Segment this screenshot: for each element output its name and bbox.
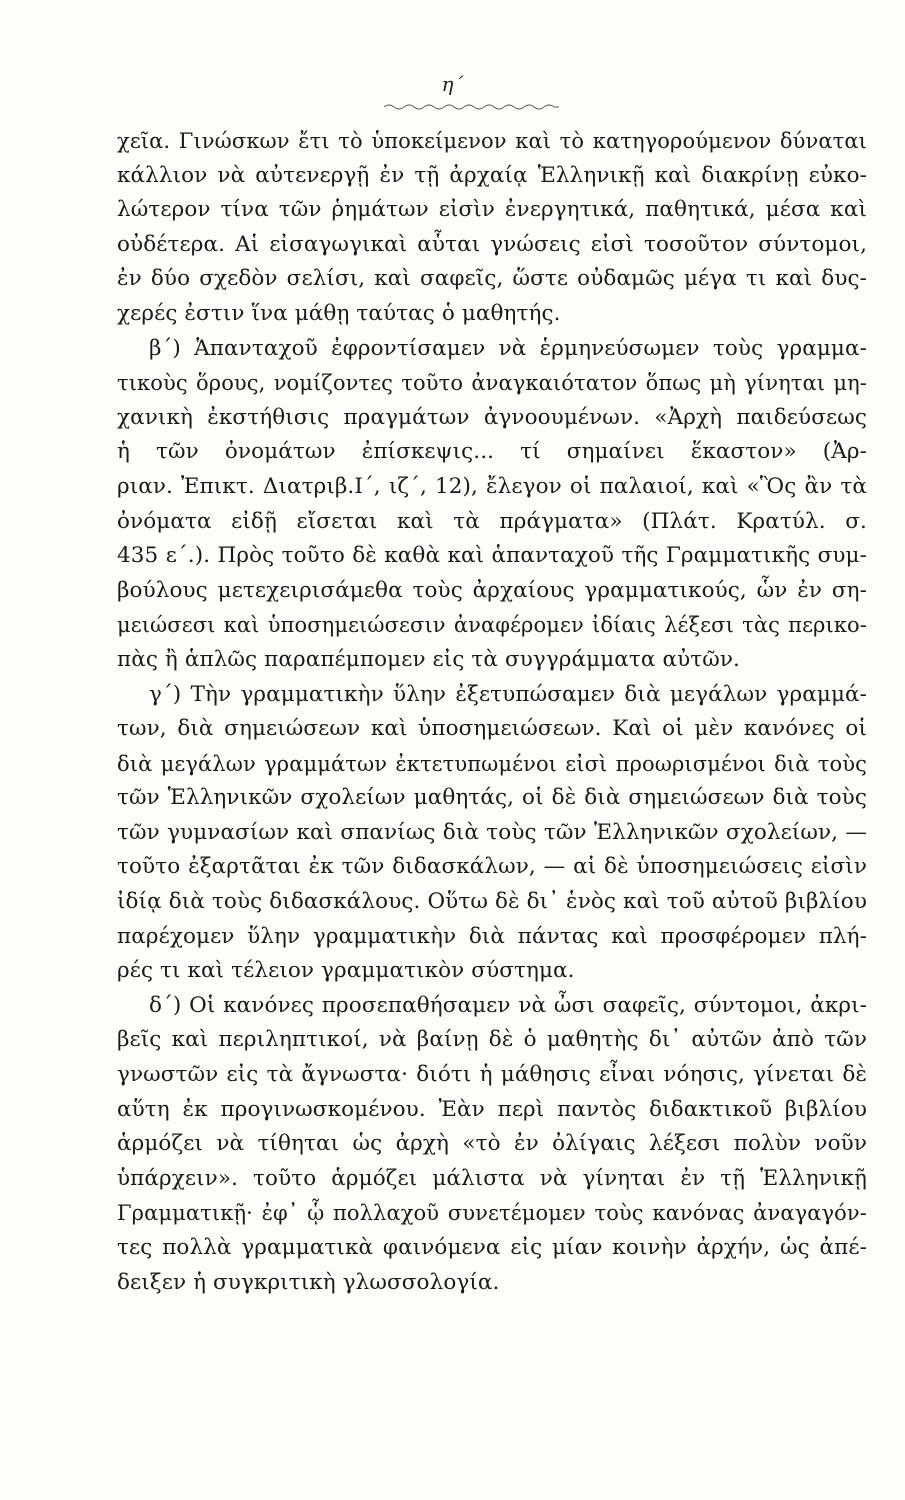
- body-text: [117, 124, 867, 1300]
- text-line: των, διὰ σημειώσεων καὶ ὑποσημειώσεων. Καὶ οἱ μὲν κανόνες οἱ: [117, 716, 867, 742]
- text-line: ἡ τῶν ὀνομάτων ἐπίσκεψις... τί σημαίνει ἕκαστον» (Ἀρ-: [117, 439, 867, 465]
- text-line: ἰδίᾳ διὰ τοὺς διδασκάλους. Οὕτω δὲ δι᾽ ἑνὸς καὶ τοῦ αὐτοῦ βιβλίου: [117, 889, 867, 915]
- text-line: ἁρμόζει νὰ τίθηται ὡς ἀρχὴ «τὸ ἐν ὀλίγαις λέξεσι πολὺν νοῦν: [117, 1131, 867, 1157]
- text-line: μειώσεσι καὶ ὑποσημειώσεσιν ἀναφέρομεν ἰδίαις λέξεσι τὰς περικο-: [117, 613, 867, 638]
- text-line: χεῖα. Γινώσκων ἔτι τὸ ὑποκείμενον καὶ τὸ κατηγορούμενον δύναται: [117, 129, 867, 153]
- text-line: δειξεν ἡ συγκριτικὴ γλωσσολογία.: [117, 1269, 500, 1295]
- text-line: ἐν δύο σχεδὸν σελίσι, καὶ σαφεῖς, ὥστε οὐδαμῶς μέγα τι καὶ δυς-: [117, 266, 867, 292]
- text-line: τῶν γυμνασίων καὶ σπανίως διὰ τοὺς τῶν Ἑλληνικῶν σχολείων, —: [117, 819, 867, 845]
- text-line: χανικὴ ἐκστήθισις πραγμάτων ἀγνοουμένων. «Ἀρχὴ παιδεύσεως: [117, 404, 867, 430]
- text-line: τες πολλὰ γραμματικὰ φαινόμενα εἰς μίαν κοινὴν ἀρχήν, ὡς ἀπέ-: [117, 1235, 867, 1260]
- text-line: διὰ μεγάλων γραμμάτων ἐκτετυπωμένοι εἰσὶ προωρισμένοι διὰ τοὺς: [117, 751, 867, 776]
- text-line: βεῖς καὶ περιληπτικοί, νὰ βαίνῃ δὲ ὁ μαθητὴς δι᾽ αὐτῶν ἀπὸ τῶν: [117, 1027, 867, 1053]
- text-line: κάλλιον νὰ αὐτενεργῇ ἐν τῇ ἀρχαίᾳ Ἑλληνικῇ καὶ διακρίνῃ εὐκο-: [117, 162, 867, 188]
- text-line: τοῦτο ἐξαρτᾶται ἐκ τῶν διδασκάλων, — αἱ δὲ ὑποσημειώσεις εἰσὶν: [117, 854, 867, 880]
- text-line: ρές τι καὶ τέλειον γραμματικὸν σύστημα.: [117, 958, 575, 984]
- text-line: γνωστῶν εἰς τὰ ἄγνωστα· διότι ἡ μάθησις εἶναι νόησις, γίνεται δὲ: [117, 1062, 867, 1088]
- text-line: τῶν Ἑλληνικῶν σχολείων μαθητάς, οἱ δὲ διὰ σημειώσεων διὰ τοὺς: [117, 785, 867, 811]
- text-line: οὐδέτερα. Αἱ εἰσαγωγικαὶ αὗται γνώσεις εἰσὶ τοσοῦτον σύντομοι,: [117, 231, 867, 257]
- text-line: 435 ε΄.). Πρὸς τοῦτο δὲ καθὰ καὶ ἁπανταχοῦ τῆς Γραμματικῆς συμ-: [117, 543, 867, 569]
- text-line: ὑπάρχειν». τοῦτο ἁρμόζει μάλιστα νὰ γίνηται ἐν τῇ Ἑλληνικῇ: [117, 1165, 867, 1191]
- text-line: βούλους μετεχειρισάμεθα τοὺς ἀρχαίους γραμματικούς, ὧν ἐν ση-: [117, 577, 867, 603]
- text-line: β΄) Ἁπανταχοῦ ἐφροντίσαμεν νὰ ἑρμηνεύσωμεν τοὺς γραμμα-: [149, 335, 867, 361]
- text-line: ὀνόματα εἰδῇ εἴσεται καὶ τὰ πράγματα» (Πλάτ. Κρατύλ. σ.: [117, 508, 867, 534]
- page-number: η΄: [441, 72, 464, 96]
- text-line: γ΄) Τὴν γραμματικὴν ὕλην ἐξετυπώσαμεν διὰ μεγάλων γραμμά-: [149, 681, 867, 707]
- text-line: ριαν. Ἐπικτ. Διατριβ.Ι΄, ιζ΄, 12), ἔλεγον οἱ παλαιοί, καὶ «Ὃς ἂν τὰ: [117, 473, 867, 499]
- text-line: παρέχομεν ὕλην γραμματικὴν διὰ πάντας καὶ προσφέρομεν πλή-: [117, 923, 867, 949]
- text-line: λώτερον τίνα τῶν ῥημάτων εἰσὶν ἐνεργητικά, παθητικά, μέσα καὶ: [117, 197, 867, 223]
- text-line: Γραμματικῇ· ἐφ᾽ ᾧ πολλαχοῦ συνετέμομεν τοὺς κανόνας ἀναγαγόν-: [117, 1201, 867, 1226]
- text-line: αὕτη ἐκ προγινωσκομένου. Ἐὰν περὶ παντὸς διδακτικοῦ βιβλίου: [117, 1096, 867, 1122]
- text-line: χερές ἐστιν ἵνα μάθῃ ταύτας ὁ μαθητής.: [117, 300, 561, 326]
- ornament-rule: [384, 101, 559, 111]
- text-line: τικοὺς ὅρους, νομίζοντες τοῦτο ἀναγκαιότατον ὅπως μὴ γίνηται μη-: [117, 371, 867, 396]
- text-line: δ΄) Οἱ κανόνες προσεπαθήσαμεν νὰ ὦσι σαφεῖς, σύντομοι, ἀκρι-: [149, 992, 867, 1018]
- text-line: πὰς ἢ ἁπλῶς παραπέμπομεν εἰς τὰ συγγράμματα αὐτῶν.: [117, 646, 740, 672]
